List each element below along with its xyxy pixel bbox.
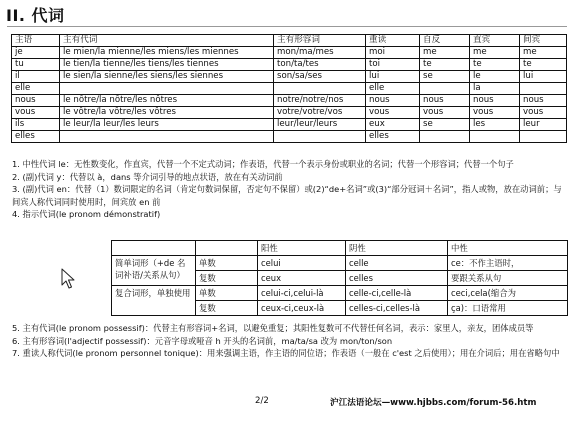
header-cell: 主语 bbox=[12, 35, 60, 47]
page-number: 2/2 bbox=[255, 396, 269, 406]
table-cell: celles-ci,celles-là bbox=[346, 301, 448, 316]
table-cell: le tien/la tienne/les tiens/les tiennes bbox=[60, 59, 274, 71]
page-title: II. 代词 bbox=[6, 6, 65, 25]
note-paragraph: 2. (副)代词 y：代替以 à，dans 等介词引导的地点状语，放在有关动词前 bbox=[12, 171, 283, 182]
number-label: 单数 bbox=[196, 286, 258, 301]
table-cell: il bbox=[12, 71, 60, 83]
table-row bbox=[112, 256, 568, 271]
header-cell: 间宾 bbox=[520, 35, 567, 47]
table-cell: je bbox=[12, 47, 60, 59]
table-cell: son/sa/ses bbox=[274, 71, 366, 83]
table-cell: 要跟关系从句 bbox=[448, 271, 568, 286]
notes-top bbox=[12, 158, 565, 221]
table-row bbox=[12, 59, 567, 71]
table-row bbox=[12, 95, 567, 107]
table-cell: te bbox=[470, 59, 520, 71]
header-cell: 自反 bbox=[420, 35, 470, 47]
table-cell: me bbox=[520, 47, 567, 59]
table-cell: leur/leur/leurs bbox=[274, 119, 366, 131]
number-label: 复数 bbox=[196, 271, 258, 286]
table-cell bbox=[274, 131, 366, 143]
table-cell: se bbox=[420, 71, 470, 83]
table-row bbox=[12, 47, 567, 59]
number-label: 复数 bbox=[196, 301, 258, 316]
mouse-pointer-icon bbox=[61, 268, 75, 290]
notes-bottom bbox=[12, 322, 565, 360]
table-cell: nous bbox=[366, 95, 420, 107]
title-underline bbox=[7, 26, 567, 27]
table-cell bbox=[274, 83, 366, 95]
compound-form-label: 复合词形，单独使用 bbox=[112, 286, 196, 316]
header-cell: 中性 bbox=[448, 241, 568, 256]
table-cell: le mien/la mienne/les miens/les miennes bbox=[60, 47, 274, 59]
note-paragraph: 4. 指示代词(le pronom démonstratif) bbox=[12, 209, 161, 220]
table-row bbox=[112, 286, 568, 301]
header-cell bbox=[196, 241, 258, 256]
table-cell: elles bbox=[366, 131, 420, 143]
table-cell: elles bbox=[12, 131, 60, 143]
table-cell: lui bbox=[520, 71, 567, 83]
table-row bbox=[12, 71, 567, 83]
table-cell: me bbox=[420, 47, 470, 59]
table-cell: notre/notre/nos bbox=[274, 95, 366, 107]
table-cell: le leur/la leur/les leurs bbox=[60, 119, 274, 131]
table-cell: ça)：口语常用 bbox=[448, 301, 568, 316]
table-cell: celle bbox=[346, 256, 448, 271]
header-cell: 主有代词 bbox=[60, 35, 274, 47]
table-cell: te bbox=[420, 59, 470, 71]
note-paragraph: 5. 主有代词(le pronom possessif)：代替主有形容词+名词，以避免重复；其阳性复数可不代替任何名词，表示：家里人，亲友，团体成员等 bbox=[12, 323, 534, 333]
table-cell: celui-ci,celui-là bbox=[258, 286, 346, 301]
table-cell: les bbox=[470, 119, 520, 131]
table-cell: nous bbox=[520, 95, 567, 107]
table-cell: ton/ta/tes bbox=[274, 59, 366, 71]
table-cell: vous bbox=[420, 107, 470, 119]
table-row bbox=[12, 119, 567, 131]
table-cell: celle-ci,celle-là bbox=[346, 286, 448, 301]
table-cell: vous bbox=[366, 107, 420, 119]
table-cell: te bbox=[520, 59, 567, 71]
table-cell bbox=[60, 131, 274, 143]
table-row bbox=[12, 131, 567, 143]
table-cell bbox=[420, 83, 470, 95]
table-cell: la bbox=[470, 83, 520, 95]
table-cell: le nôtre/la nôtre/les nôtres bbox=[60, 95, 274, 107]
header-cell: 主有形容词 bbox=[274, 35, 366, 47]
table-cell: moi bbox=[366, 47, 420, 59]
table-row bbox=[12, 107, 567, 119]
table-cell bbox=[520, 131, 567, 143]
table-cell bbox=[60, 83, 274, 95]
table-cell: toi bbox=[366, 59, 420, 71]
table-cell: elle bbox=[366, 83, 420, 95]
table-cell: se bbox=[420, 119, 470, 131]
note-paragraph: 7. 重读人称代词(le pronom personnel tonique)：用来强调主语，作主语的同位语；作表语（一般在 c'est 之后使用）；用在介词后；用在省略句中 bbox=[12, 348, 560, 359]
note-paragraph: 1. 中性代词 le：无性数变化，作直宾，代替一个不定式动词；作表语，代替一个表示身份或职业的名词；代替一个形容词；代替一个句子 bbox=[12, 159, 514, 169]
table-cell: eux bbox=[366, 119, 420, 131]
table-cell: mon/ma/mes bbox=[274, 47, 366, 59]
table-cell: votre/votre/vos bbox=[274, 107, 366, 119]
table-cell bbox=[520, 83, 567, 95]
table-cell: ceux bbox=[258, 271, 346, 286]
table-cell: ceci,cela(缩合为 bbox=[448, 286, 568, 301]
table-cell: nous bbox=[470, 95, 520, 107]
note-paragraph: 6. 主有形容词(l'adjectif possessif)：元音字母或哑音 h 开头的名词前，ma/ta/sa 改为 mon/ton/son bbox=[12, 335, 393, 346]
header-cell: 阳性 bbox=[258, 241, 346, 256]
demonstrative-table bbox=[111, 240, 568, 316]
table-cell: tu bbox=[12, 59, 60, 71]
table-cell bbox=[420, 131, 470, 143]
table-cell: lui bbox=[366, 71, 420, 83]
table-cell: nous bbox=[12, 95, 60, 107]
header-cell bbox=[112, 241, 196, 256]
table-cell: celles bbox=[346, 271, 448, 286]
table-cell bbox=[470, 131, 520, 143]
table-cell: nous bbox=[420, 95, 470, 107]
table-cell: vous bbox=[520, 107, 567, 119]
table-cell: le vôtre/la vôtre/les vôtres bbox=[60, 107, 274, 119]
table-header-row bbox=[112, 241, 568, 256]
table-cell: me bbox=[470, 47, 520, 59]
table-cell: le bbox=[470, 71, 520, 83]
table-cell: ceux-ci,ceux-là bbox=[258, 301, 346, 316]
header-cell: 阴性 bbox=[346, 241, 448, 256]
table-cell: le sien/la sienne/les siens/les siennes bbox=[60, 71, 274, 83]
table-cell: vous bbox=[12, 107, 60, 119]
table-cell: elle bbox=[12, 83, 60, 95]
header-cell: 重读 bbox=[366, 35, 420, 47]
table-cell: ce：不作主语时， bbox=[448, 256, 568, 271]
table-cell: leur bbox=[520, 119, 567, 131]
footer-link[interactable]: 沪江法语论坛—www.hjbbs.com/forum-56.htm bbox=[330, 398, 537, 408]
table-cell: ils bbox=[12, 119, 60, 131]
table-cell: celui bbox=[258, 256, 346, 271]
note-paragraph: 3. (副)代词 en：代替（1）数词限定的名词（肯定句数词保留，否定句不保留）或(2)“de+名词”或(3)“部分冠词＋名词”，指人或物，放在动词前；与间宾人称代词同时使用时，间宾放 en 前 bbox=[12, 184, 562, 207]
header-cell: 直宾 bbox=[470, 35, 520, 47]
table-row bbox=[12, 83, 567, 95]
pronoun-table bbox=[11, 34, 567, 143]
table-cell: vous bbox=[470, 107, 520, 119]
number-label: 单数 bbox=[196, 256, 258, 271]
table-header-row bbox=[12, 35, 567, 47]
simple-form-label: 简单词形（+de 名词补语/关系从句） bbox=[112, 256, 196, 286]
